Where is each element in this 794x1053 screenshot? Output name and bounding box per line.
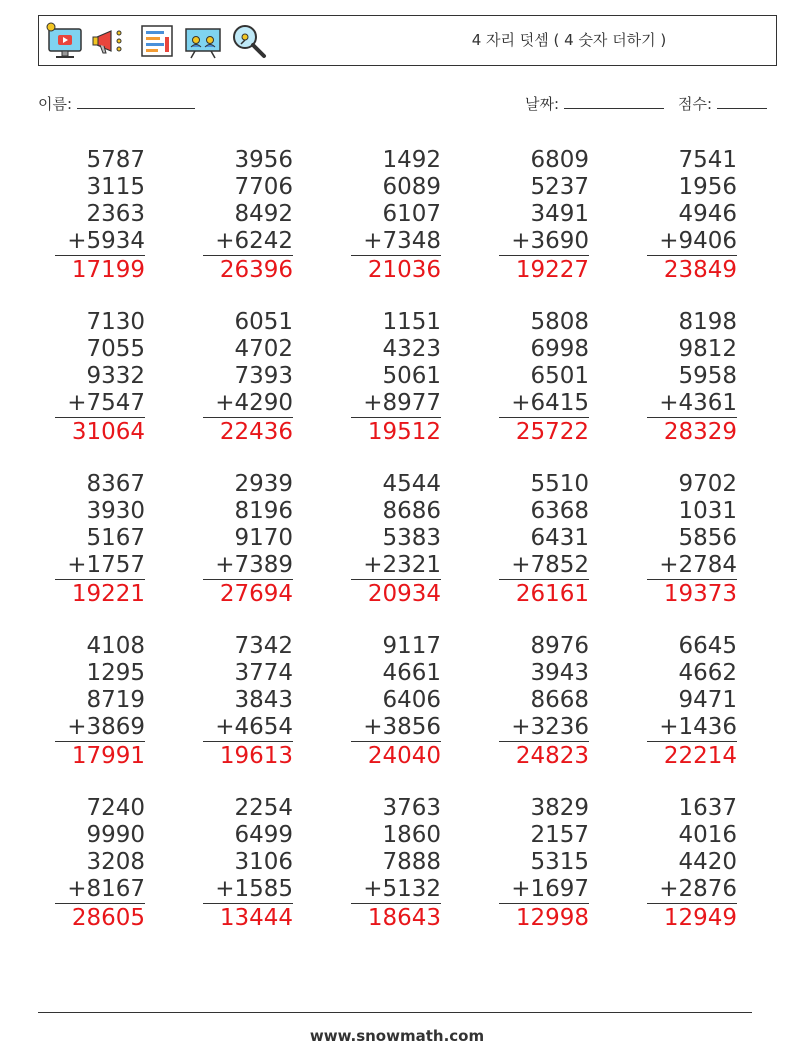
score-field bbox=[678, 92, 767, 114]
addend: 6431 bbox=[530, 525, 589, 551]
addition-problem bbox=[203, 795, 293, 933]
addition-problem bbox=[647, 147, 737, 285]
addend: 3763 bbox=[382, 795, 441, 821]
addend: 6368 bbox=[530, 498, 589, 524]
addition-problem bbox=[499, 309, 589, 447]
footer-divider bbox=[38, 1012, 752, 1013]
addend: 9990 bbox=[86, 822, 145, 848]
addend: 3208 bbox=[86, 849, 145, 875]
date-field bbox=[525, 92, 664, 114]
addend: 3829 bbox=[530, 795, 589, 821]
addition-problem bbox=[203, 309, 293, 447]
addend: +7348 bbox=[363, 228, 441, 254]
addend: +2321 bbox=[363, 552, 441, 578]
addend: +8977 bbox=[363, 390, 441, 416]
answer: 26396 bbox=[203, 255, 293, 285]
addend: +7852 bbox=[511, 552, 589, 578]
addend: 6406 bbox=[382, 687, 441, 713]
addend: +3690 bbox=[511, 228, 589, 254]
answer: 19227 bbox=[499, 255, 589, 285]
addition-problem bbox=[203, 147, 293, 285]
addend: 5510 bbox=[530, 471, 589, 497]
addend: 2363 bbox=[86, 201, 145, 227]
addend: +5132 bbox=[363, 876, 441, 902]
magnifier-icon bbox=[229, 21, 269, 61]
addend: +1757 bbox=[67, 552, 145, 578]
addition-problem bbox=[499, 795, 589, 933]
addition-problem bbox=[351, 633, 441, 771]
addend: 5383 bbox=[382, 525, 441, 551]
addend: 8196 bbox=[234, 498, 293, 524]
addend: 1637 bbox=[678, 795, 737, 821]
answer: 22436 bbox=[203, 417, 293, 447]
addend: 6501 bbox=[530, 363, 589, 389]
addend: 9332 bbox=[86, 363, 145, 389]
answer: 26161 bbox=[499, 579, 589, 609]
answer: 28605 bbox=[55, 903, 145, 933]
addend: 5315 bbox=[530, 849, 589, 875]
answer: 24040 bbox=[351, 741, 441, 771]
answer: 19512 bbox=[351, 417, 441, 447]
addend: 7055 bbox=[86, 336, 145, 362]
computer-video-icon bbox=[45, 21, 85, 61]
addend: 6107 bbox=[382, 201, 441, 227]
addend: +3236 bbox=[511, 714, 589, 740]
addend: +2784 bbox=[659, 552, 737, 578]
addend: 1956 bbox=[678, 174, 737, 200]
addition-problem bbox=[55, 633, 145, 771]
answer: 12949 bbox=[647, 903, 737, 933]
addend: 4702 bbox=[234, 336, 293, 362]
megaphone-icon bbox=[91, 21, 131, 61]
addend: 5787 bbox=[86, 147, 145, 173]
addend: 7240 bbox=[86, 795, 145, 821]
addition-problem bbox=[499, 633, 589, 771]
addend: 5237 bbox=[530, 174, 589, 200]
answer: 31064 bbox=[55, 417, 145, 447]
addend: 7888 bbox=[382, 849, 441, 875]
addend: 3956 bbox=[234, 147, 293, 173]
addition-problem bbox=[351, 471, 441, 609]
addend: +3856 bbox=[363, 714, 441, 740]
addend: +6415 bbox=[511, 390, 589, 416]
addend: 4661 bbox=[382, 660, 441, 686]
addend: 7130 bbox=[86, 309, 145, 335]
document-list-icon bbox=[137, 21, 177, 61]
addend: 4662 bbox=[678, 660, 737, 686]
addend: +9406 bbox=[659, 228, 737, 254]
addend: +3869 bbox=[67, 714, 145, 740]
answer: 21036 bbox=[351, 255, 441, 285]
addend: 8198 bbox=[678, 309, 737, 335]
name-blank bbox=[77, 92, 195, 109]
answer: 24823 bbox=[499, 741, 589, 771]
addend: 9170 bbox=[234, 525, 293, 551]
answer: 18643 bbox=[351, 903, 441, 933]
addend: +7547 bbox=[67, 390, 145, 416]
addend: +5934 bbox=[67, 228, 145, 254]
addend: +8167 bbox=[67, 876, 145, 902]
addend: 3491 bbox=[530, 201, 589, 227]
presentation-board-icon bbox=[183, 21, 223, 61]
answer: 17199 bbox=[55, 255, 145, 285]
addend: 4544 bbox=[382, 471, 441, 497]
addend: 2939 bbox=[234, 471, 293, 497]
addend: 5856 bbox=[678, 525, 737, 551]
addend: 8492 bbox=[234, 201, 293, 227]
addend: 6998 bbox=[530, 336, 589, 362]
addend: 3843 bbox=[234, 687, 293, 713]
addend: +6242 bbox=[215, 228, 293, 254]
score-blank bbox=[717, 92, 767, 109]
addend: 1492 bbox=[382, 147, 441, 173]
addend: 6645 bbox=[678, 633, 737, 659]
addend: 9702 bbox=[678, 471, 737, 497]
addend: 7541 bbox=[678, 147, 737, 173]
addend: +4361 bbox=[659, 390, 737, 416]
date-label: 날짜: bbox=[525, 95, 560, 113]
addend: 5061 bbox=[382, 363, 441, 389]
addend: 9117 bbox=[382, 633, 441, 659]
answer: 25722 bbox=[499, 417, 589, 447]
addend: +4654 bbox=[215, 714, 293, 740]
addition-problem bbox=[647, 471, 737, 609]
addend: 6089 bbox=[382, 174, 441, 200]
addend: +4290 bbox=[215, 390, 293, 416]
addition-problem bbox=[55, 309, 145, 447]
addend: 6809 bbox=[530, 147, 589, 173]
score-label: 점수: bbox=[678, 95, 713, 113]
answer: 13444 bbox=[203, 903, 293, 933]
addend: 8367 bbox=[86, 471, 145, 497]
addend: 4323 bbox=[382, 336, 441, 362]
addend: 8668 bbox=[530, 687, 589, 713]
addition-problem bbox=[351, 795, 441, 933]
worksheet-title: 4 자리 덧셈 ( 4 숫자 더하기 ) bbox=[471, 31, 667, 49]
answer: 19613 bbox=[203, 741, 293, 771]
addend: 7393 bbox=[234, 363, 293, 389]
addend: 8976 bbox=[530, 633, 589, 659]
answer: 28329 bbox=[647, 417, 737, 447]
addend: +7389 bbox=[215, 552, 293, 578]
name-field bbox=[38, 92, 195, 114]
addend: +2876 bbox=[659, 876, 737, 902]
addition-problem bbox=[351, 147, 441, 285]
addend: 3115 bbox=[86, 174, 145, 200]
addition-problem bbox=[647, 309, 737, 447]
answer: 22214 bbox=[647, 741, 737, 771]
date-blank bbox=[564, 92, 664, 109]
addend: 2157 bbox=[530, 822, 589, 848]
addend: 1151 bbox=[382, 309, 441, 335]
addition-problem bbox=[55, 147, 145, 285]
addend: 3774 bbox=[234, 660, 293, 686]
addend: 3930 bbox=[86, 498, 145, 524]
addition-problem bbox=[647, 795, 737, 933]
addend: 4108 bbox=[86, 633, 145, 659]
addend: 4016 bbox=[678, 822, 737, 848]
name-label: 이름: bbox=[38, 95, 73, 113]
addend: 9812 bbox=[678, 336, 737, 362]
answer: 19221 bbox=[55, 579, 145, 609]
answer: 20934 bbox=[351, 579, 441, 609]
addend: 3106 bbox=[234, 849, 293, 875]
addend: 8686 bbox=[382, 498, 441, 524]
addition-problem bbox=[203, 633, 293, 771]
answer: 12998 bbox=[499, 903, 589, 933]
addition-problem bbox=[203, 471, 293, 609]
addition-problem bbox=[499, 147, 589, 285]
addend: 9471 bbox=[678, 687, 737, 713]
addend: 6499 bbox=[234, 822, 293, 848]
addend: +1436 bbox=[659, 714, 737, 740]
addition-problem bbox=[499, 471, 589, 609]
addend: 4420 bbox=[678, 849, 737, 875]
header-icons bbox=[45, 20, 269, 62]
addend: 6051 bbox=[234, 309, 293, 335]
addend: 2254 bbox=[234, 795, 293, 821]
addend: 7706 bbox=[234, 174, 293, 200]
addend: 1295 bbox=[86, 660, 145, 686]
addend: 8719 bbox=[86, 687, 145, 713]
addend: 4946 bbox=[678, 201, 737, 227]
answer: 17991 bbox=[55, 741, 145, 771]
footer-site: www.snowmath.com bbox=[309, 1027, 485, 1045]
worksheet-header bbox=[38, 15, 777, 66]
answer: 23849 bbox=[647, 255, 737, 285]
addition-problem bbox=[647, 633, 737, 771]
answer: 27694 bbox=[203, 579, 293, 609]
addend: +1585 bbox=[215, 876, 293, 902]
addend: 5958 bbox=[678, 363, 737, 389]
addend: +1697 bbox=[511, 876, 589, 902]
answer: 19373 bbox=[647, 579, 737, 609]
addend: 5167 bbox=[86, 525, 145, 551]
addition-problem bbox=[55, 795, 145, 933]
addition-problem bbox=[351, 309, 441, 447]
addend: 5808 bbox=[530, 309, 589, 335]
addition-problem bbox=[55, 471, 145, 609]
addend: 3943 bbox=[530, 660, 589, 686]
addend: 1031 bbox=[678, 498, 737, 524]
addend: 7342 bbox=[234, 633, 293, 659]
addend: 1860 bbox=[382, 822, 441, 848]
